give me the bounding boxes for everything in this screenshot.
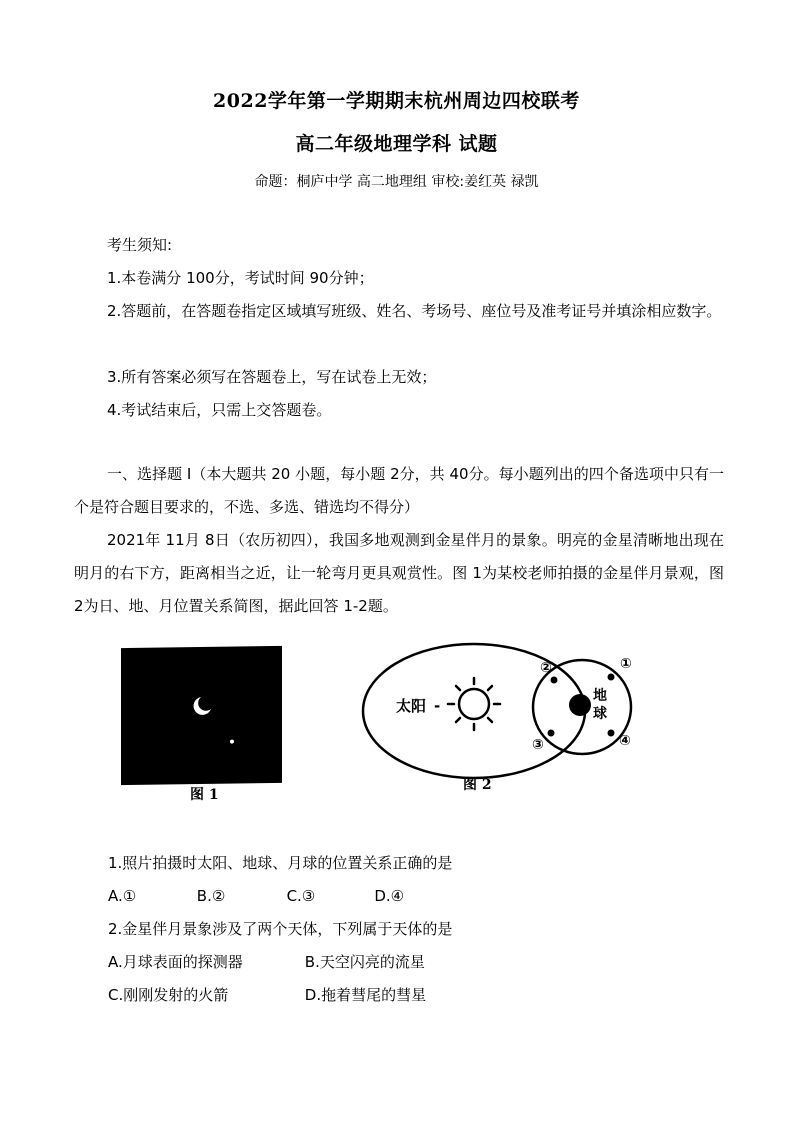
q1-option-c[interactable]: C.③ — [286, 887, 316, 905]
earth-icon — [569, 694, 591, 716]
moon-position-2-dot — [551, 677, 558, 684]
q1-option-d[interactable]: D.④ — [374, 887, 405, 905]
exam-byline: 命题：桐庐中学 高二地理组 审校:姜红英 禄凯 — [254, 174, 539, 190]
earth-label-2: 球 — [593, 706, 607, 722]
q2-option-d[interactable]: D.拖着彗尾的彗星 — [304, 986, 427, 1004]
position-label-1: ① — [620, 656, 632, 672]
moon-position-4-dot — [608, 730, 615, 737]
figure-2-caption: 图 2 — [463, 777, 492, 793]
notice-item-3: 3.所有答案必须写在答题卷上，写在试卷上无效； — [107, 368, 437, 386]
sun-dash: - — [434, 697, 441, 715]
crescent-moon-icon — [194, 697, 211, 715]
question-1-options — [108, 885, 404, 907]
exam-subtitle: 高二年级地理学科 试题 — [295, 133, 498, 155]
notice-item-4: 4.考试结束后，只需上交答题卷。 — [107, 401, 332, 419]
section-heading: 一、选择题 I（本大题共 20 小题，每小题 2分，共 40分。每小题列出的四个备选项中只有一个是符合题目要求的，不选、多选、错选均不得分） — [74, 465, 724, 516]
position-label-4: ④ — [619, 733, 631, 749]
moon-position-3-dot — [548, 730, 555, 737]
q1-option-a[interactable]: A.① — [108, 887, 137, 905]
q2-option-b[interactable]: B.天空闪亮的流星 — [304, 953, 425, 971]
figure-1-caption: 图 1 — [190, 787, 219, 803]
sun-label: 太阳 — [396, 697, 427, 715]
earth-label-1: 地 — [593, 688, 607, 704]
photo-content — [121, 646, 282, 785]
notice-heading: 考生须知: — [107, 236, 173, 254]
position-label-3: ③ — [532, 737, 544, 753]
venus-moon-photo — [121, 646, 282, 785]
sun-earth-moon-diagram — [358, 638, 668, 798]
figure-area — [108, 632, 664, 804]
exam-title: 2022学年第一学期期末杭州周边四校联考 — [213, 90, 580, 112]
venus-dot-icon — [230, 740, 234, 744]
q1-option-b[interactable]: B.② — [196, 887, 226, 905]
position-label-2: ② — [540, 660, 552, 676]
q2-option-a[interactable]: A.月球表面的探测器 — [108, 953, 243, 971]
q2-option-c[interactable]: C.刚刚发射的火箭 — [108, 986, 229, 1004]
sun-icon — [448, 678, 500, 730]
question-2-stem: 2.金星伴月景象涉及了两个天体，下列属于天体的是 — [108, 920, 453, 938]
question-2-options-row-1 — [108, 951, 425, 973]
question-2-options-row-2 — [108, 984, 426, 1006]
moon-position-1-dot — [608, 674, 615, 681]
notice-item-1: 1.本卷满分 100分，考试时间 90分钟； — [107, 269, 374, 287]
passage-text: 2021年 11月 8日（农历初四），我国多地观测到金星伴月的景象。明亮的金星清晰地出现在明月的右下方，距离相当之近，让一轮弯月更具观赏性。图 1为某校老师拍摄的金星伴月景观，图 2为日、地、月位置关系简图，据此回答 1-2题。 — [74, 531, 724, 615]
notice-item-2: 2.答题前，在答题卷指定区域填写班级、姓名、考场号、座位号及准考证号并填涂相应数字。 — [107, 302, 722, 320]
question-1-stem: 1.照片拍摄时太阳、地球、月球的位置关系正确的是 — [108, 854, 453, 872]
